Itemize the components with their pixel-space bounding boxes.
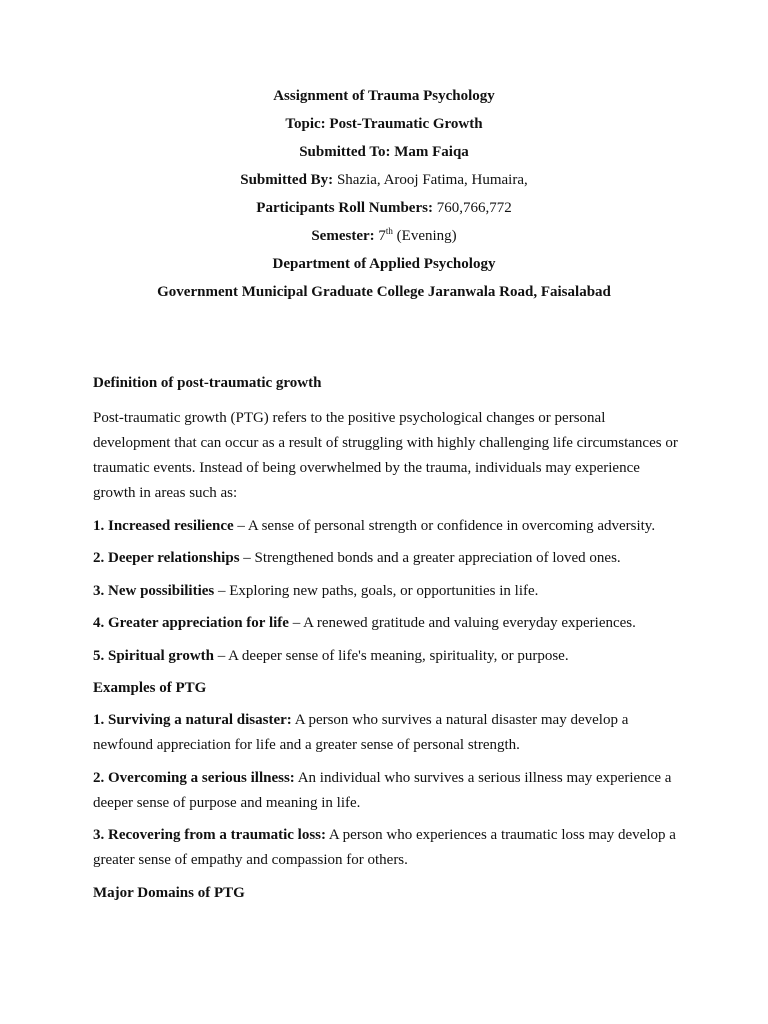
example-text: A person who experiences a traumatic loss may develop a greater sense of empathy and compassion for others.	[93, 827, 676, 869]
title-block	[0, 87, 768, 311]
item-text: – A deeper sense of life's meaning, spirituality, or purpose.	[214, 647, 569, 664]
item-label: 4. Greater appreciation for life	[93, 615, 289, 632]
example-label: 1. Surviving a natural disaster:	[93, 712, 292, 729]
department-line: Department of Applied Psychology	[272, 256, 496, 272]
semester-suffix: (Evening)	[392, 228, 457, 244]
document-body	[93, 374, 683, 913]
example-label: 2. Overcoming a serious illness:	[93, 769, 295, 786]
item-text: – Exploring new paths, goals, or opportunities in life.	[214, 582, 539, 599]
semester-label: Semester:	[311, 228, 375, 244]
item-label: 3. New possibilities	[93, 582, 215, 599]
definition-item	[93, 546, 683, 571]
example-text: An individual who survives a serious illness may experience a deeper sense of purpose and meaning in life.	[93, 769, 672, 811]
example-item	[93, 766, 683, 816]
item-text: – A renewed gratitude and valuing everyday experiences.	[288, 615, 636, 632]
item-text: – A sense of personal strength or confidence in overcoming adversity.	[233, 518, 656, 534]
examples-heading: Examples of PTG	[93, 679, 207, 696]
assignment-title: Assignment of Trauma Psychology	[273, 88, 495, 104]
roll-numbers-value: 760,766,772	[432, 200, 512, 216]
roll-numbers-line	[0, 199, 768, 227]
item-label: 2. Deeper relationships	[93, 550, 240, 567]
topic-line: Topic: Post-Traumatic Growth	[285, 116, 483, 132]
domains-heading: Major Domains of PTG	[93, 884, 245, 901]
definition-item	[93, 514, 683, 539]
definition-item	[93, 611, 683, 636]
definition-heading: Definition of post-traumatic growth	[93, 375, 322, 391]
submitted-by-value: Shazia, Arooj Fatima, Humaira,	[333, 172, 528, 188]
example-text: A person who survives a natural disaster may develop a newfound appreciation for life and a greater sense of personal strength.	[93, 712, 629, 754]
item-text: – Strengthened bonds and a greater appreciation of loved ones.	[239, 550, 621, 567]
semester-line	[0, 227, 768, 255]
example-label: 3. Recovering from a traumatic loss:	[93, 827, 326, 844]
submitted-by-label: Submitted By:	[240, 172, 334, 188]
item-label: 5. Spiritual growth	[93, 647, 214, 664]
submitted-by-line	[0, 171, 768, 199]
definition-paragraph: Post-traumatic growth (PTG) refers to the positive psychological changes or personal development that can occur as a result of struggling with highly challenging life circumstances or traumatic events. Instead of being overwhelmed by the trauma, individuals may experience growth in areas such as:	[93, 410, 678, 501]
definition-item	[93, 579, 683, 604]
definition-item	[93, 644, 683, 669]
roll-numbers-label: Participants Roll Numbers:	[256, 200, 433, 216]
college-line: Government Municipal Graduate College Jaranwala Road, Faisalabad	[157, 284, 611, 300]
semester-superscript: th	[385, 226, 393, 236]
submitted-to-line: Submitted To: Mam Faiqa	[299, 144, 469, 160]
semester-number: 7	[374, 228, 386, 244]
example-item	[93, 708, 683, 758]
example-item	[93, 823, 683, 873]
item-label: 1. Increased resilience	[93, 518, 234, 534]
